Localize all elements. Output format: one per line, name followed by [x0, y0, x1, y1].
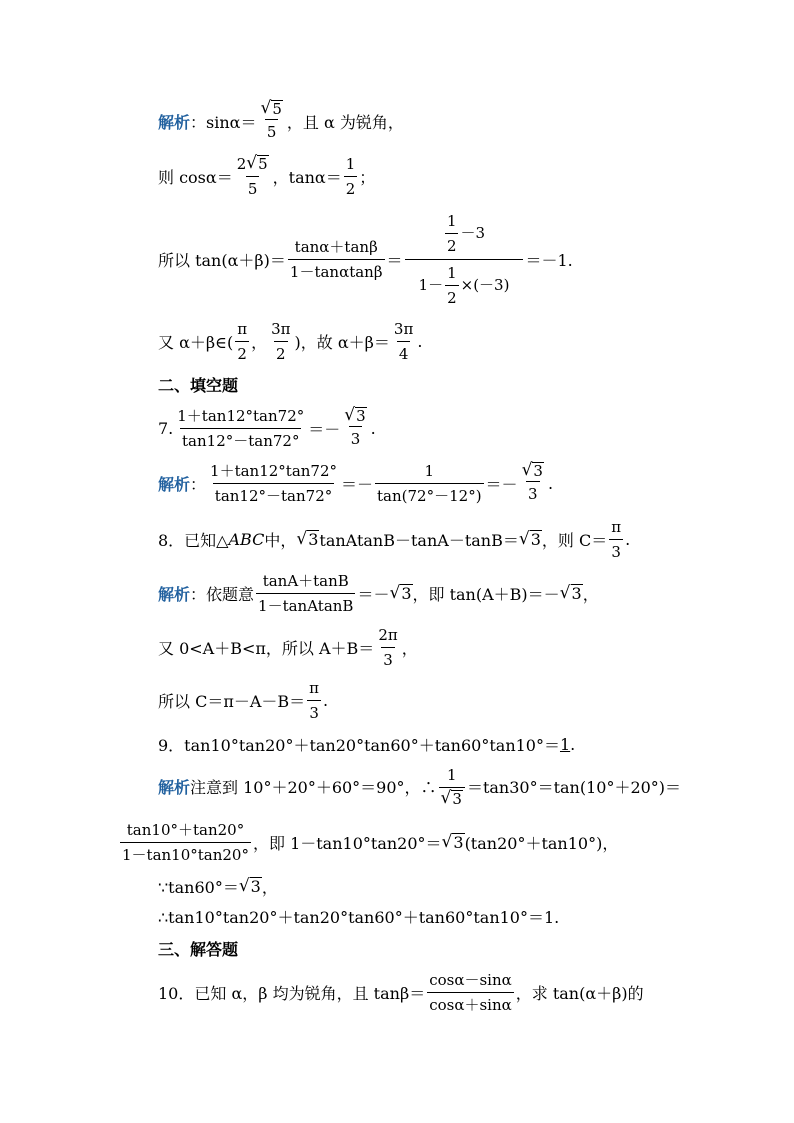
- fraction-sqrt5-over-5: √ 5 5: [260, 98, 282, 142]
- document-page: 解析 ： sinα＝ √ 5 5 ，且 α 为锐角， 则 cosα＝ 2 √ 5 5 ，tanα＝ $\frac{1}{2}$ ； 所以 tan(α＋β)＝ $\frac{\tan\alpha+\tan\beta}{1-\tan\alpha\tan\beta}$ ＝ $\frac{1}{2}$ －3 1－ $\frac{1}{2}$ ×(－3) ＝－1. 又 α＋β∈( $\frac{\pi}{2}$ ， $\frac{3\pi}{2}$ )，故 α＋β＝ $\frac{3\pi}{4}$ . 二、填空题 7. $\frac{1+\tan 12^\circ\tan 72^\circ}{\tan 12^\circ-\tan 72^\circ}$ ＝－ √ 3 3 . 解析 ： $\frac{1+\tan 12^\circ\tan 72^\circ}{\tan 12^\circ-\tan 72^\circ}$ ＝－ $\frac{1}{\tan(72^\circ-12^\circ)}$ ＝－ √ 3 3 . 8．已知△ ABC 中， √ 3 tanAtanB－tanA－tanB＝ √ 3 ，则 C＝ $\frac{\pi}{3}$ . 解析 ： 依题意 $\frac{\tan A+\tan B}{\text{1－tanAtanB}}$ ＝－ √ 3 ，即 tan(A＋B)＝－ √ 3 ， 又 0<A＋B<π，所以 A＋B＝ $\frac{2\pi}{3}$ ， 所以 C＝π－A－B＝ $\frac{\pi}{3}$ . 9．tan10°tan20°＋tan20°tan60°＋tan60°tan10°＝ 1 . 解析 注意到 10°＋20°＋60°＝90°，∴ 1 √ 3 ＝tan30°＝tan(10°＋20°)＝ $\frac{\tan 10^\circ+\tan 20^\circ}{1-\tan 10^\circ\tan 20^\circ}$ ，即 1－tan10°tan20°＝ √ 3 (tan20°＋tan10°)， ∵tan60°＝ √ 3 ， ∴tan10°tan20°＋tan20°tan60°＋tan60°tan10°＝1. 三、解答题 10．已知 α，β 均为锐角，且 tanβ＝ $\frac{\cos\alpha-\sin\alpha}{\cos\alpha+\sin\alpha}$ ，求 tan(α＋β)的: [0, 0, 794, 1123]
- answer-underlined: 1: [559, 734, 571, 754]
- fraction-one-half: $\frac{1}{2}$: [345, 154, 356, 198]
- fraction-complex: $\frac{1}{2}$ －3 1－ $\frac{1}{2}$ ×(－3): [405, 208, 524, 311]
- fraction-2sqrt5-over-5: 2 √ 5 5: [236, 153, 268, 198]
- sqrt-5: √ 5: [260, 98, 282, 119]
- fraction-tan-sum: $\frac{\tan\alpha+\tan\beta}{1-\tan\alpha\tan\beta}$: [289, 237, 383, 281]
- analysis-label: 解析: [158, 112, 191, 132]
